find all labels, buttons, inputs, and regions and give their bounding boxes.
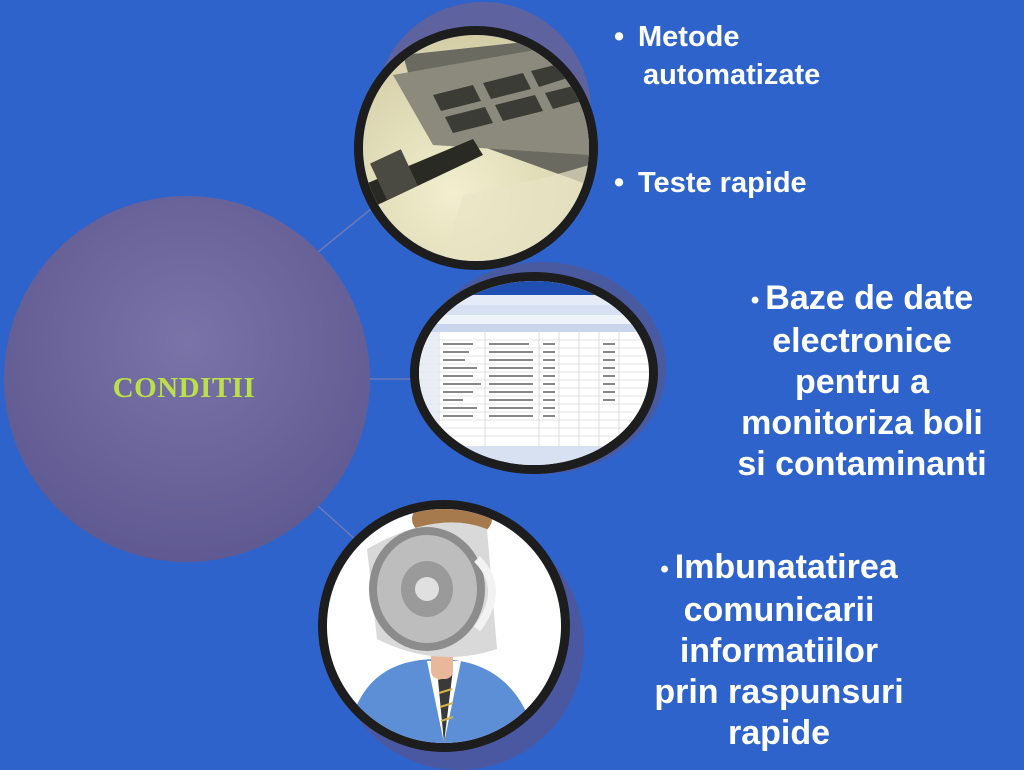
bullet-text-line: prin raspunsuri bbox=[654, 672, 904, 711]
bullet-text-line: automatizate bbox=[643, 59, 821, 91]
bullet-dot: • bbox=[614, 21, 625, 53]
bullet-electronic-databases bbox=[706, 278, 1018, 485]
bullet-text-line: comunicarii bbox=[683, 590, 875, 629]
bullet-rapid-tests bbox=[614, 164, 807, 202]
megaphone-man-image-icon bbox=[318, 500, 570, 752]
bullet-dot: • bbox=[750, 286, 760, 314]
bullet-dot: • bbox=[614, 167, 625, 199]
bullet-text-line: Metode bbox=[638, 21, 740, 53]
center-label: CONDITII bbox=[112, 372, 256, 404]
bullet-text-line: Baze de date bbox=[765, 279, 974, 317]
bullet-dot: • bbox=[660, 555, 669, 583]
bullet-text-line: pentru a bbox=[794, 362, 930, 401]
bullet-text-line: Teste rapide bbox=[638, 167, 807, 199]
spreadsheet-image-icon bbox=[410, 272, 658, 474]
bullet-text-line: Imbunatatirea bbox=[674, 548, 898, 586]
bullet-automated-methods bbox=[614, 18, 820, 94]
bullet-communication bbox=[614, 547, 944, 754]
bullet-text-line: monitoriza boli bbox=[741, 403, 983, 442]
bullet-text-line: si contaminanti bbox=[737, 444, 987, 483]
bullet-text-line: rapide bbox=[727, 713, 831, 752]
bullet-text-line: informatiilor bbox=[679, 631, 879, 670]
bullet-text-line: electronice bbox=[772, 321, 952, 360]
keyboard-image-icon bbox=[354, 26, 598, 270]
